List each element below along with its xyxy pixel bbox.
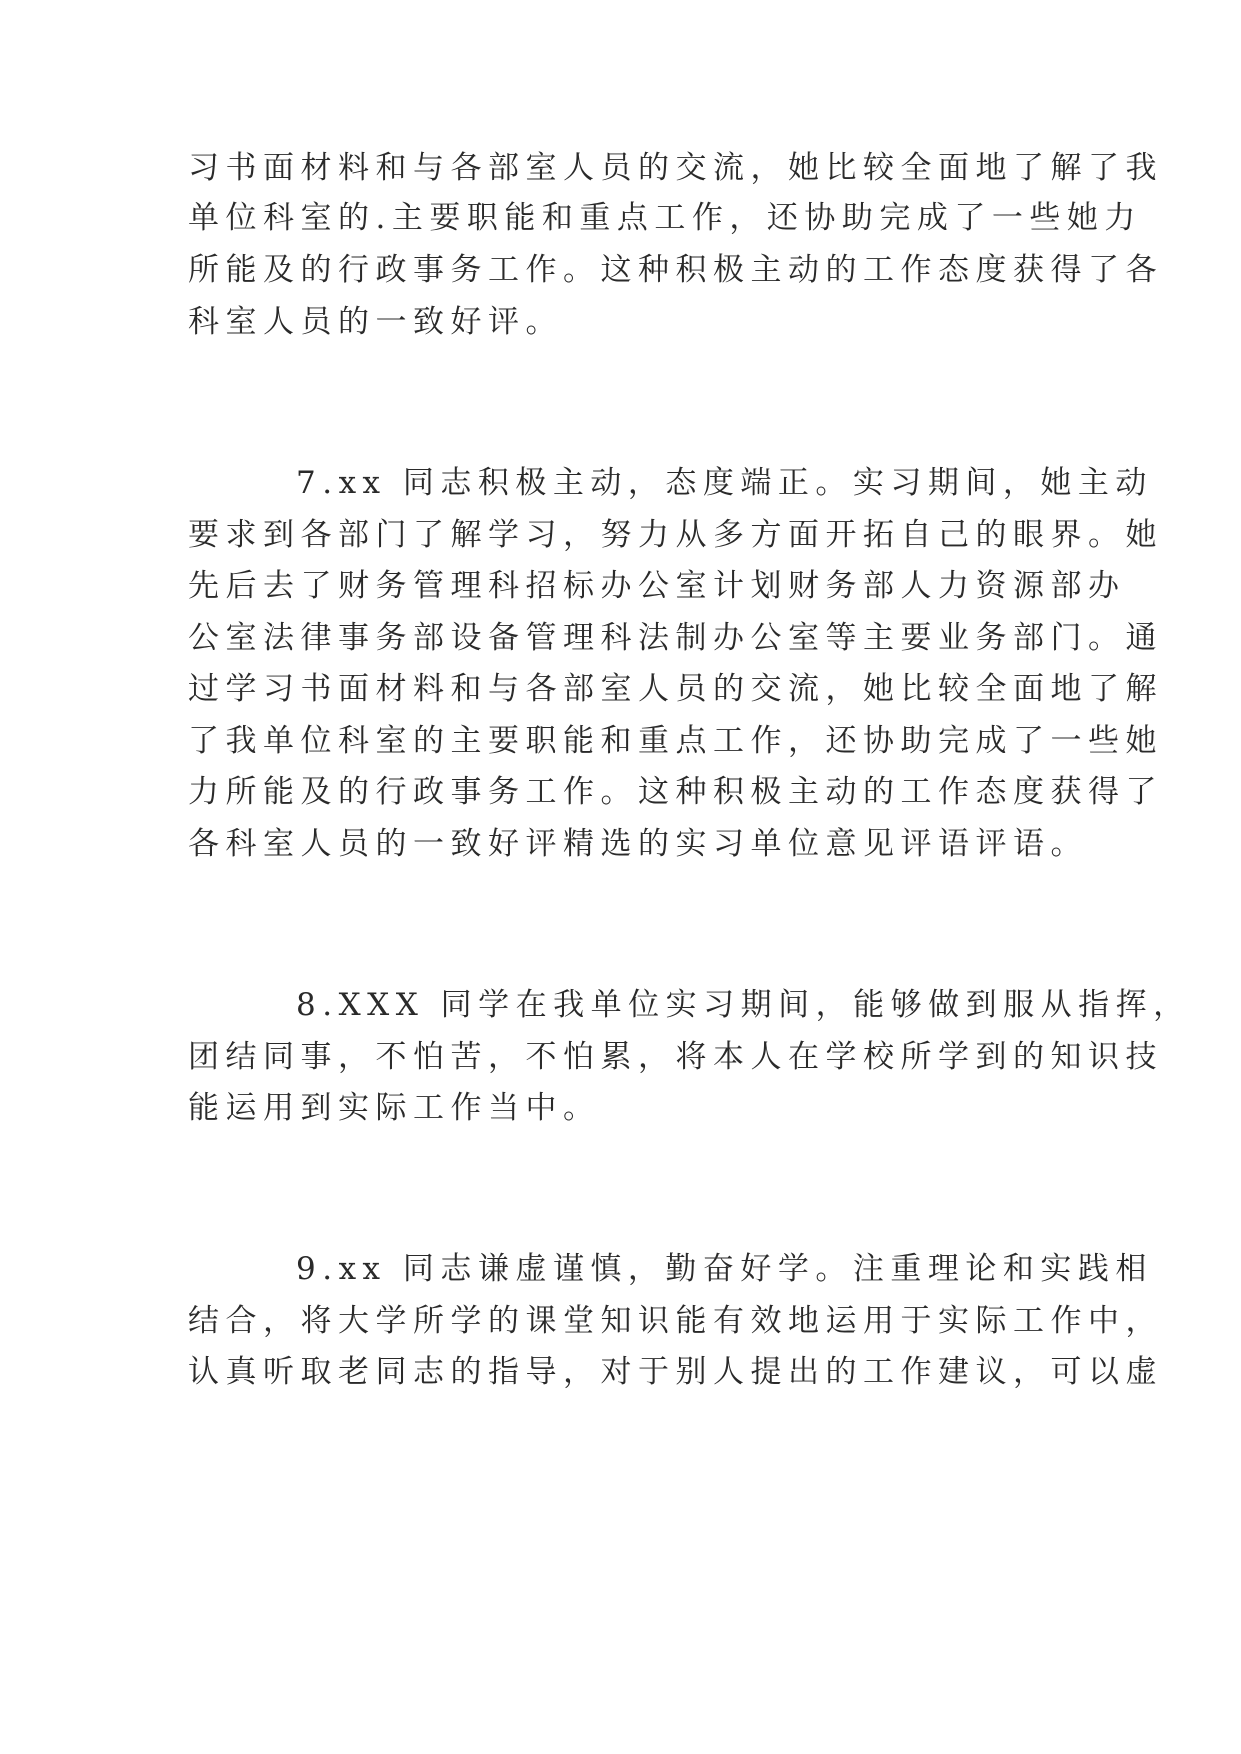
text-line: 单位科室的.主要职能和重点工作，还协助完成了一些她力 — [188, 200, 1142, 236]
text-line: 所能及的行政事务工作。这种积极主动的工作态度获得了各 — [188, 252, 1163, 288]
text-line: 先后去了财务管理科招标办公室计划财务部人力资源部办 — [188, 568, 1126, 604]
text-line: 要求到各部门了解学习，努力从多方面开拓自己的眼界。她 — [188, 517, 1163, 553]
text-line: 公室法律事务部设备管理科法制办公室等主要业务部门。通 — [188, 620, 1163, 656]
text-line: 能运用到实际工作当中。 — [188, 1090, 601, 1126]
text-line: 习书面材料和与各部室人员的交流，她比较全面地了解了我 — [188, 150, 1163, 186]
text-line: 科室人员的一致好评。 — [188, 304, 563, 340]
text-line: 结合，将大学所学的课堂知识能有效地运用于实际工作中， — [188, 1303, 1163, 1339]
text-line: 过学习书面材料和与各部室人员的交流，她比较全面地了解 — [188, 671, 1163, 707]
text-line: 7.xx 同志积极主动，态度端正。实习期间，她主动 — [296, 465, 1153, 501]
text-line: 各科室人员的一致好评精选的实习单位意见评语评语。 — [188, 826, 1088, 862]
text-line: 9.xx 同志谦虚谨慎，勤奋好学。注重理论和实践相 — [296, 1251, 1153, 1287]
text-line: 了我单位科室的主要职能和重点工作，还协助完成了一些她 — [188, 723, 1163, 759]
text-line: 力所能及的行政事务工作。这种积极主动的工作态度获得了 — [188, 774, 1163, 810]
text-line: 团结同事，不怕苦，不怕累，将本人在学校所学到的知识技 — [188, 1039, 1163, 1075]
text-line: 8.XXX 同学在我单位实习期间，能够做到服从指挥， — [296, 987, 1191, 1023]
text-line: 认真听取老同志的指导，对于别人提出的工作建议，可以虚 — [188, 1354, 1163, 1390]
